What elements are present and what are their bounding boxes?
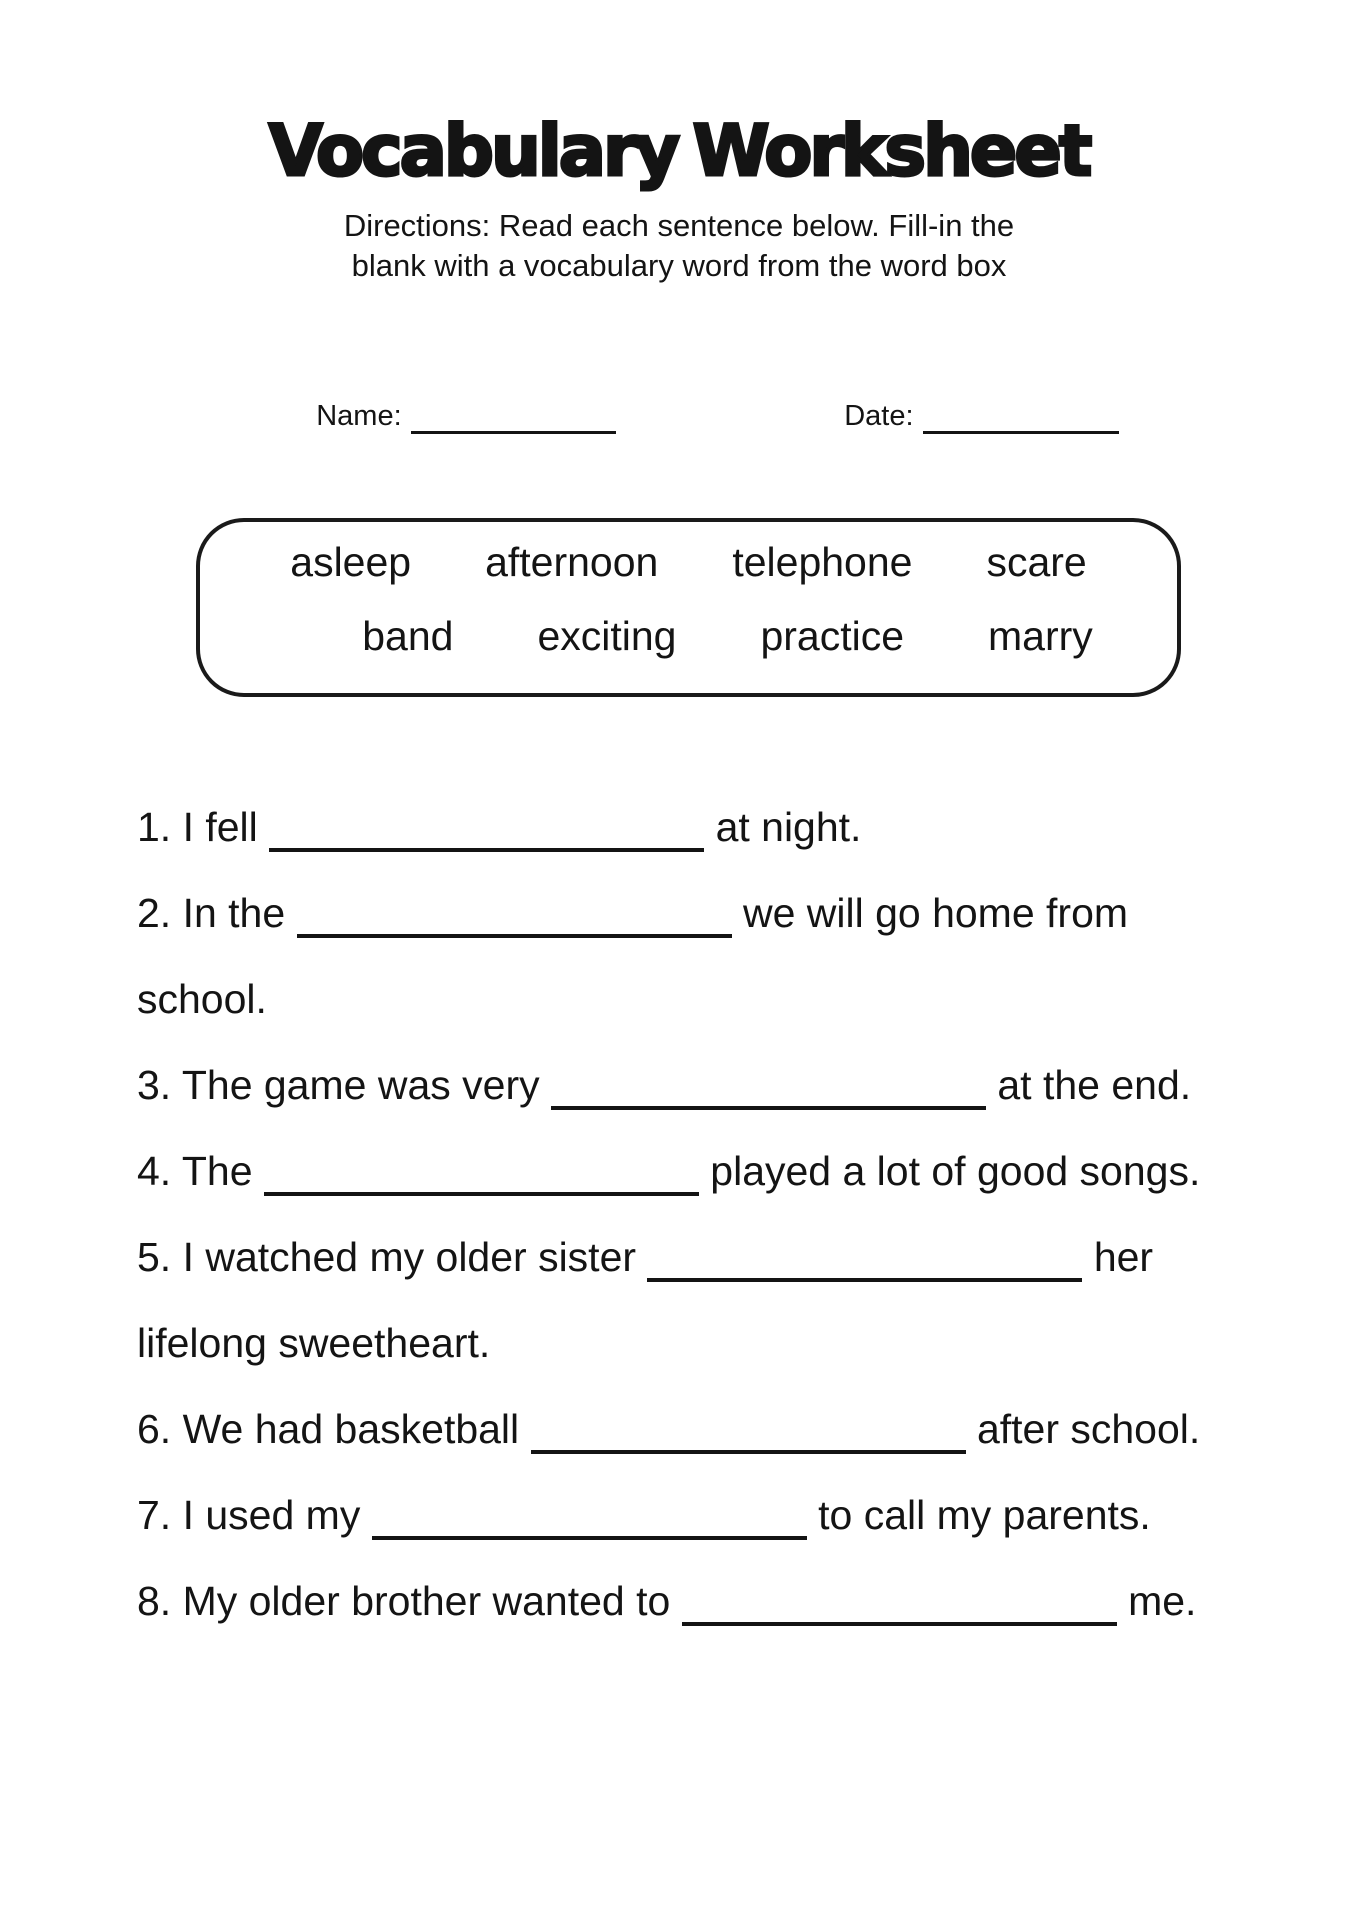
sentence-text: school. (137, 976, 267, 1022)
sentence-text: 7. I used my (137, 1492, 372, 1538)
sentence-text: 1. I fell (137, 804, 270, 850)
sentence-line (137, 1214, 1277, 1300)
date-label: Date: (844, 400, 914, 432)
sentence-text: played a lot of good songs. (698, 1148, 1201, 1194)
sentence-text: we will go home from (731, 890, 1129, 936)
sentence-text: 3. The game was very (137, 1062, 551, 1108)
sentence-line (137, 1386, 1277, 1472)
directions-line-2: blank with a vocabulary word from the word box (351, 248, 1007, 283)
name-field (284, 356, 616, 476)
sentence-text: lifelong sweetheart. (137, 1320, 491, 1366)
sentence-text: her (1082, 1234, 1154, 1280)
sentence-text: me. (1116, 1578, 1197, 1624)
sentence-line (137, 870, 1277, 956)
word-box-row (200, 540, 1177, 584)
sentence-line (137, 1128, 1277, 1214)
fill-in-blank[interactable] (531, 1450, 966, 1454)
name-label: Name: (316, 400, 402, 432)
word-bank-word: band (362, 613, 454, 659)
word-bank-word: afternoon (485, 539, 659, 585)
fill-in-blank[interactable] (264, 1192, 699, 1196)
word-bank-word: asleep (290, 539, 412, 585)
sentence-text: to call my parents. (806, 1492, 1151, 1538)
word-bank-word: exciting (537, 613, 677, 659)
word-bank-word: telephone (732, 539, 913, 585)
word-bank-word: scare (986, 539, 1087, 585)
sentence-text: 8. My older brother wanted to (137, 1578, 682, 1624)
sentence-text: 5. I watched my older sister (137, 1234, 648, 1280)
sentence-text: 4. The (137, 1148, 264, 1194)
sentence-line (137, 784, 1277, 870)
name-write-line[interactable] (411, 431, 616, 434)
fill-in-blank[interactable] (682, 1622, 1117, 1626)
word-bank-word: practice (760, 613, 905, 659)
sentence-line (137, 1558, 1277, 1644)
fill-in-blank[interactable] (297, 934, 732, 938)
sentence-text: after school. (965, 1406, 1201, 1452)
directions (0, 206, 1358, 286)
sentence-line (137, 956, 1277, 1042)
date-write-line[interactable] (923, 431, 1119, 434)
sentence-text: 2. In the (137, 890, 297, 936)
fill-in-blank[interactable] (269, 848, 704, 852)
date-field (812, 356, 1119, 476)
sentence-text: at the end. (985, 1062, 1192, 1108)
fill-in-blank[interactable] (372, 1536, 807, 1540)
sentence-text: at night. (704, 804, 862, 850)
word-bank-word: marry (988, 613, 1093, 659)
sentence-line (137, 1042, 1277, 1128)
sentences (137, 784, 1277, 1644)
fill-in-blank[interactable] (551, 1106, 986, 1110)
word-box (196, 518, 1181, 697)
word-box-row (200, 614, 1177, 658)
sentence-text: 6. We had basketball (137, 1406, 531, 1452)
page-title: Vocabulary Worksheet (268, 110, 1090, 192)
directions-line-1: Directions: Read each sentence below. Fill-in the (343, 208, 1015, 243)
sentence-line (137, 1472, 1277, 1558)
sentence-line (137, 1300, 1277, 1386)
fill-in-blank[interactable] (647, 1278, 1082, 1282)
